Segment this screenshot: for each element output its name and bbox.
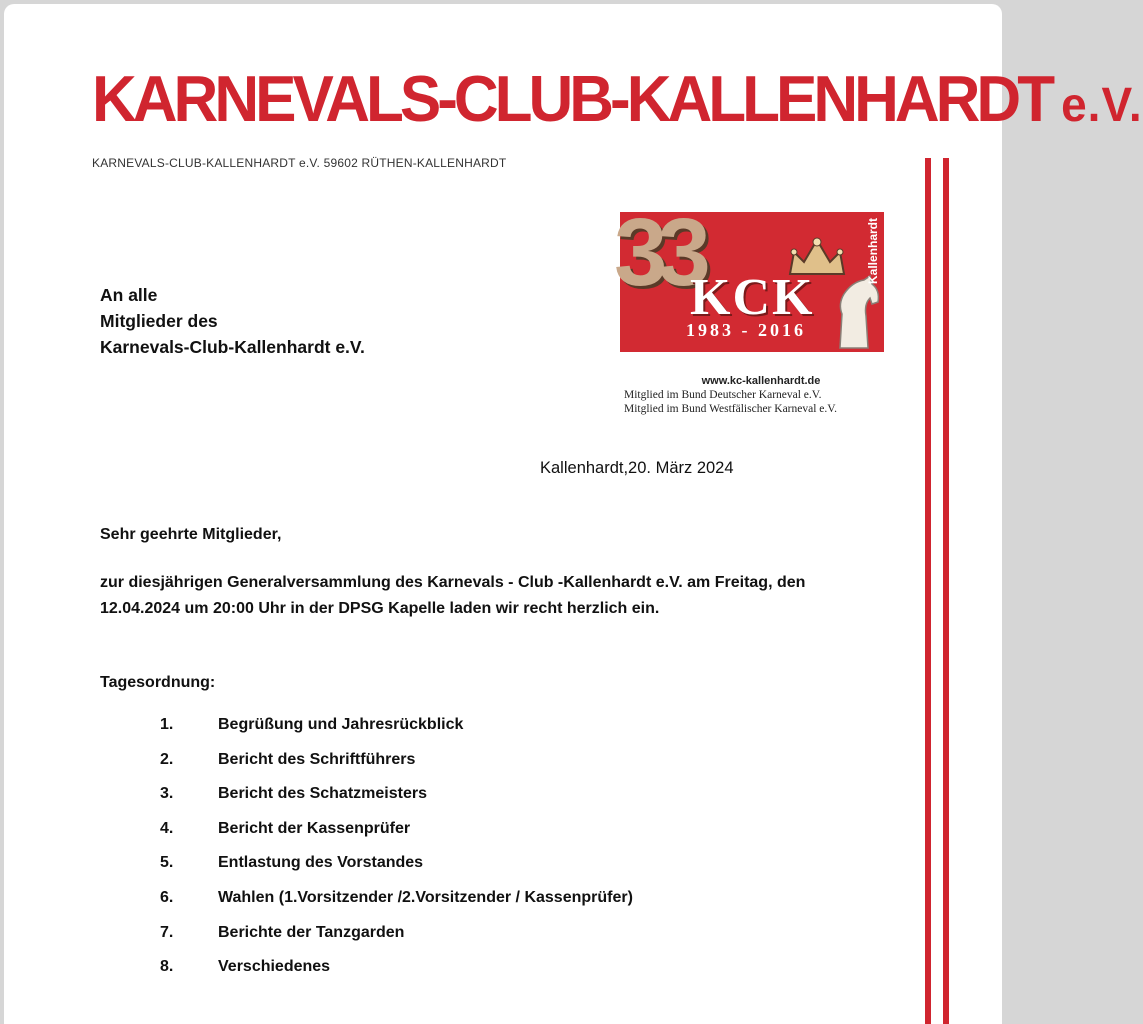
membership-line-2: Mitglied im Bund Westfälischer Karneval e.V.: [624, 403, 837, 415]
agenda-item-number: 5.: [160, 854, 174, 872]
letterhead-title: [92, 62, 1143, 137]
agenda-title: Tagesordnung:: [100, 674, 216, 691]
letter-date: Kallenhardt,20. März 2024: [540, 459, 734, 477]
anniversary-logo: [614, 199, 884, 352]
agenda-item-number: 4.: [160, 819, 174, 837]
agenda-item: [100, 716, 860, 751]
red-stripe-left: [925, 158, 931, 1024]
recipient-line-3: Karnevals-Club-Kallenhardt e.V.: [100, 337, 365, 357]
agenda-item: [100, 854, 860, 889]
agenda-item-number: 1.: [160, 716, 174, 733]
logo-abbreviation: KCK: [690, 269, 815, 326]
agenda-item-number: 3.: [160, 785, 174, 803]
logo-years: 1983 - 2016: [686, 320, 806, 340]
sender-line: KARNEVALS-CLUB-KALLENHARDT e.V. 59602 RÜTHEN-KALLENHARDT: [92, 156, 507, 170]
logo-number: 33: [614, 199, 701, 306]
membership-info: [616, 374, 906, 416]
club-name: KARNEVALS-CLUB-KALLENHARDT: [92, 63, 1052, 136]
agenda-item-number: 8.: [160, 958, 174, 976]
agenda-item: [100, 889, 860, 924]
agenda-item: [100, 785, 860, 820]
agenda-item-number: 2.: [160, 750, 174, 768]
membership-line-1: Mitglied im Bund Deutscher Karneval e.V.: [624, 389, 822, 401]
recipient-block: [100, 282, 365, 360]
letter-page: [4, 4, 1143, 1024]
recipient-line-2: Mitglieder des: [100, 311, 218, 331]
agenda-item: [100, 820, 860, 855]
agenda-item-text: Entlastung des Vorstandes: [218, 854, 424, 872]
agenda-item-text: Verschiedenes: [218, 958, 331, 976]
agenda-item-number: 6.: [160, 888, 174, 906]
horse-icon: [834, 274, 882, 350]
red-stripe-right: [943, 158, 949, 1024]
agenda-item-text: Berichte der Tanzgarden: [218, 923, 405, 941]
agenda-item-text: Bericht der Kassenprüfer: [218, 819, 411, 837]
logo-vertical-text: Kallenhardt: [866, 218, 880, 285]
website-link[interactable]: www.kc-kallenhardt.de: [701, 375, 821, 387]
club-suffix: e.V.: [1061, 76, 1143, 132]
agenda-item: [100, 958, 860, 993]
agenda-list: [100, 716, 860, 993]
agenda-item-text: Bericht des Schatzmeisters: [218, 785, 427, 803]
invitation-text: zur diesjährigen Generalversammlung des Karnevals - Club -Kallenhardt e.V. am Freitag, den 12.04.2024 um 20:00 Uhr in der DPSG Kapelle laden wir recht herzlich ein.: [100, 574, 806, 617]
salutation: Sehr geehrte Mitglieder,: [100, 526, 282, 543]
agenda-item: [100, 751, 860, 786]
agenda-item-number: 7.: [160, 923, 174, 941]
agenda-item-text: Wahlen (1.Vorsitzender /2.Vorsitzender / Kassenprüfer): [218, 888, 633, 906]
agenda-item: [100, 924, 860, 959]
recipient-line-1: An alle: [100, 285, 158, 305]
agenda-item-text: Begrüßung und Jahresrückblick: [218, 716, 464, 733]
agenda-item-text: Bericht des Schriftführers: [218, 750, 416, 768]
